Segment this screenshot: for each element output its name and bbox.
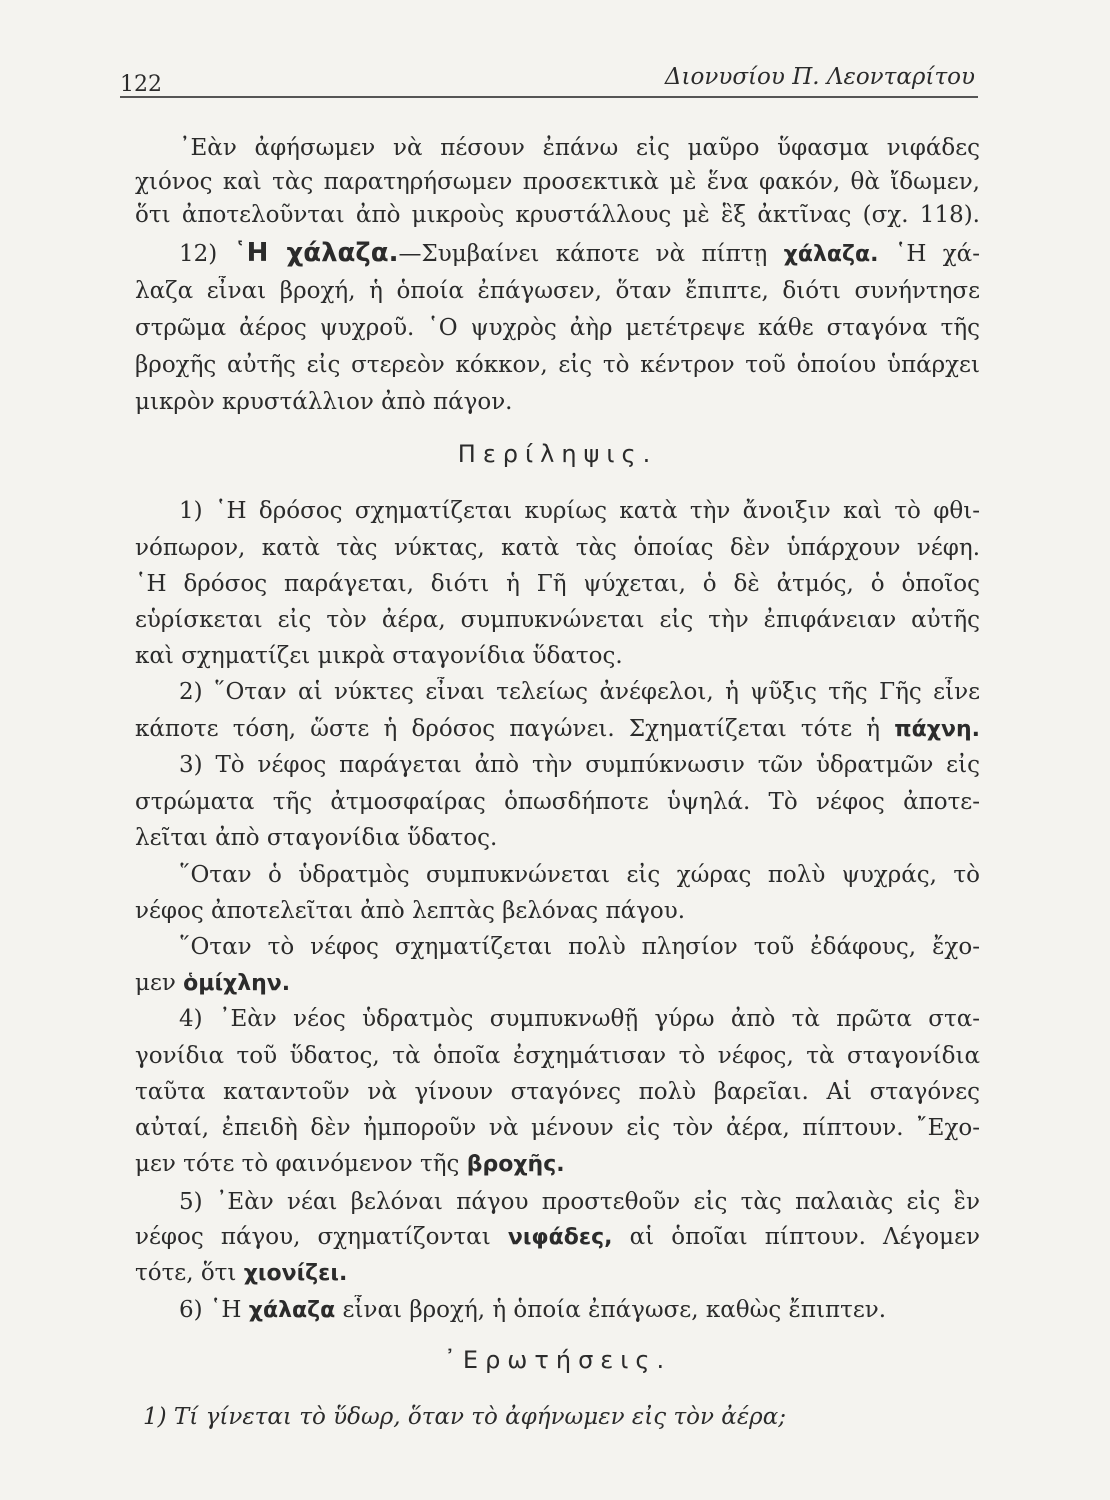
bold-term: χάλαζα: [248, 1298, 336, 1323]
summary-line: [135, 1295, 980, 1326]
text-run: αἱ ὁποῖαι πίπτουν. Λέγομεν: [612, 1224, 980, 1250]
summary-line: [135, 1258, 980, 1289]
summary-line: στρώματα τῆς ἀτμοσφαίρας ὁπωσδήποτε ὑψηλά. Τὸ νέφος ἀποτε-: [135, 789, 980, 815]
summary-line: νόπωρον, κατὰ τὰς νύκτας, κατὰ τὰς ὁποίας δὲν ὑπάρχουν νέφη.: [135, 535, 980, 561]
summary-line: 4) ᾿Εὰν νέος ὑδρατμὸς συμπυκνωθῇ γύρω ἀπὸ τὰ πρῶτα στα-: [179, 1006, 980, 1032]
summary-line: [135, 968, 980, 999]
paragraph-line: στρῶμα ἀέρος ψυχροῦ. ῾Ο ψυχρὸς ἀὴρ μετέτρεψε κάθε σταγόνα τῆς: [135, 315, 980, 341]
bold-term: χάλαζα.: [783, 242, 879, 267]
summary-line: 5) ᾿Εὰν νέαι βελόναι πάγου προστεθοῦν εἰς τὰς παλαιὰς εἰς ἓν: [179, 1189, 980, 1215]
question-line: 1) Τί γίνεται τὸ ὕδωρ, ὅταν τὸ ἀφήνωμεν εἰς τὸν ἀέρα;: [143, 1404, 786, 1430]
bold-term: ὁμίχλην.: [183, 971, 291, 996]
summary-line: αὐταί, ἐπειδὴ δὲν ἠμποροῦν νὰ μένουν εἰς τὸν ἀέρα, πίπτουν. ῎Εχο-: [135, 1115, 980, 1141]
summary-line: εὑρίσκεται εἰς τὸν ἀέρα, συμπυκνώνεται εἰς τὴν ἐπιφάνειαν αὐτῆς: [135, 607, 980, 633]
summary-line: 3) Τὸ νέφος παράγεται ἀπὸ τὴν συμπύκνωσιν τῶν ὑδρατμῶν εἰς: [179, 752, 980, 778]
text-run: τότε, ὅτι: [135, 1260, 244, 1286]
summary-line: γονίδια τοῦ ὕδατος, τὰ ὁποῖα ἐσχημάτισαν τὸ νέφος, τὰ σταγονίδια: [135, 1043, 980, 1069]
section-title: ῾Η χάλαζα.: [233, 238, 399, 268]
summary-line: [135, 1222, 980, 1253]
text-run: μεν τότε τὸ φαινόμενον τῆς: [135, 1151, 467, 1177]
questions-heading: ᾿Ερωτήσεις.: [443, 1346, 672, 1374]
page-number: 122: [120, 72, 162, 97]
summary-line: ῾Η δρόσος παράγεται, διότι ἡ Γῆ ψύχεται, ὁ δὲ ἀτμός, ὁ ὁποῖος: [135, 571, 980, 597]
text-run: μεν: [135, 970, 184, 996]
text-run: ῾Η χά-: [878, 241, 980, 267]
bold-term: νιφάδες,: [507, 1225, 613, 1250]
text-run: —Συμβαίνει κάποτε νὰ πίπτῃ: [398, 241, 784, 267]
bold-term: βροχῆς.: [466, 1152, 565, 1177]
bold-term: χιονίζει.: [243, 1261, 348, 1286]
summary-line: ῞Οταν τὸ νέφος σχηματίζεται πολὺ πλησίον τοῦ ἐδάφους, ἔχο-: [179, 934, 980, 960]
summary-line: ῞Οταν ὁ ὑδρατμὸς συμπυκνώνεται εἰς χώρας πολὺ ψυχράς, τὸ: [179, 862, 980, 888]
section-number: 12): [179, 241, 234, 267]
summary-line: 2) ῞Οταν αἱ νύκτες εἶναι τελείως ἀνέφελοι, ἡ ψῦξις τῆς Γῆς εἶνε: [179, 679, 980, 705]
text-run: 6) ῾Η: [179, 1297, 249, 1323]
summary-line: λεῖται ἀπὸ σταγονίδια ὕδατος.: [135, 825, 498, 851]
section-hail-line: [135, 238, 980, 270]
text-run: νέφος πάγου, σχηματίζονται: [135, 1224, 508, 1250]
summary-line: νέφος ἀποτελεῖται ἀπὸ λεπτὰς βελόνας πάγου.: [135, 898, 686, 924]
paragraph-line: ᾿Εὰν ἀφήσωμεν νὰ πέσουν ἐπάνω εἰς μαῦρο ὕφασμα νιφάδες: [179, 135, 980, 161]
paragraph-line: λαζα εἶναι βροχή, ἡ ὁποία ἐπάγωσεν, ὅταν ἔπιπτε, διότι συνήντησε: [135, 278, 980, 304]
header-rule: [120, 96, 978, 98]
text-run: κάποτε τόση, ὥστε ἡ δρόσος παγώνει. Σχηματίζεται τότε ἡ: [135, 716, 895, 742]
paragraph-line: χιόνος καὶ τὰς παρατηρήσωμεν προσεκτικὰ μὲ ἕνα φακόν, θὰ ἴδωμεν,: [135, 169, 980, 195]
summary-line: [135, 714, 980, 745]
summary-line: [135, 1149, 980, 1180]
summary-line: καὶ σχηματίζει μικρὰ σταγονίδια ὕδατος.: [135, 643, 623, 669]
running-head: Διονυσίου Π. Λεονταρίτου: [664, 64, 975, 90]
paragraph-line: μικρὸν κρυστάλλιον ἀπὸ πάγον.: [135, 389, 513, 415]
text-run: εἶναι βροχή, ἡ ὁποία ἐπάγωσε, καθὼς ἔπιπτεν.: [335, 1297, 887, 1323]
summary-heading: Περίληψις.: [457, 440, 658, 468]
summary-line: ταῦτα καταντοῦν νὰ γίνουν σταγόνες πολὺ βαρεῖαι. Αἱ σταγόνες: [135, 1079, 980, 1105]
paragraph-line: βροχῆς αὐτῆς εἰς στερεὸν κόκκον, εἰς τὸ κέντρον τοῦ ὁποίου ὑπάρχει: [135, 352, 980, 378]
summary-line: 1) ῾Η δρόσος σχηματίζεται κυρίως κατὰ τὴν ἄνοιξιν καὶ τὸ φθι-: [179, 498, 980, 524]
paragraph-line: ὅτι ἀποτελοῦνται ἀπὸ μικροὺς κρυστάλλους μὲ ἓξ ἀκτῖνας (σχ. 118).: [135, 202, 980, 228]
bold-term: πάχνη.: [894, 717, 980, 742]
